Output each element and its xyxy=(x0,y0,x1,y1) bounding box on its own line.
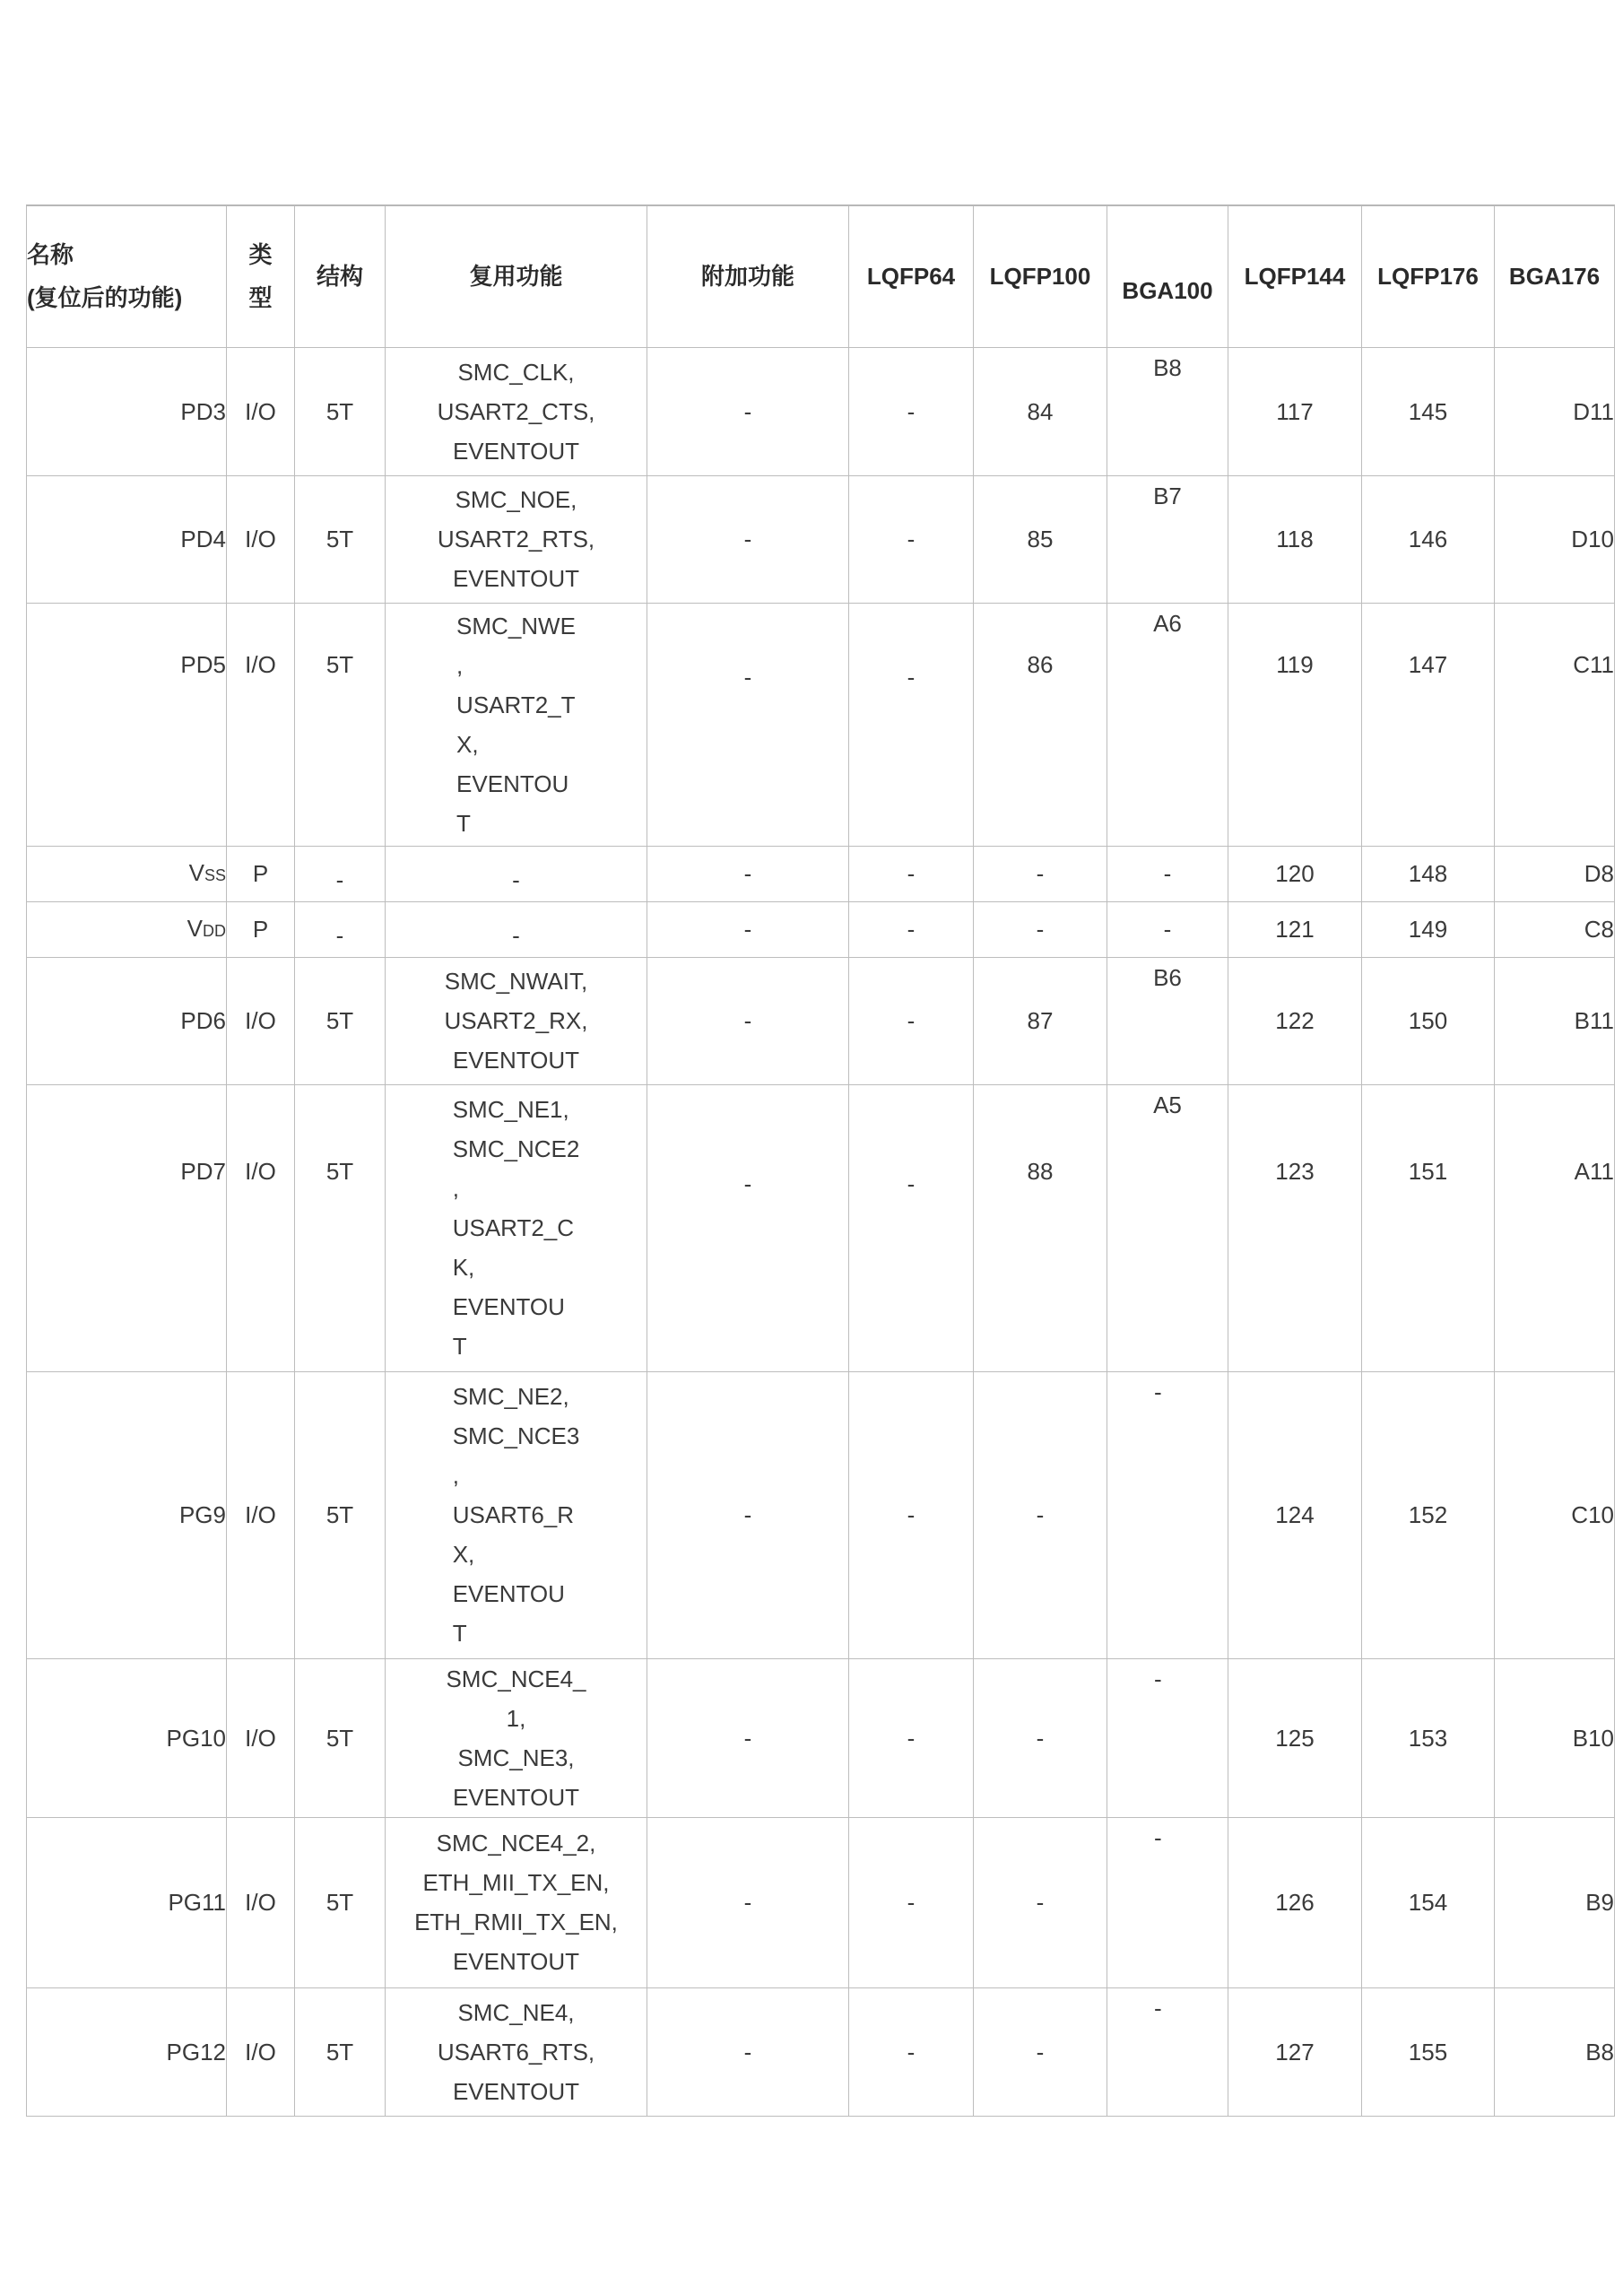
alt-function-text: - xyxy=(512,866,520,893)
table-row xyxy=(27,1371,1615,1658)
lqfp64-pin: - xyxy=(849,1371,974,1658)
pin-type: P xyxy=(227,901,295,957)
lqfp100-pin: 86 xyxy=(974,603,1107,846)
header-structure: 结构 xyxy=(295,205,386,347)
pin-structure: 5T xyxy=(295,1987,386,2116)
lqfp64-pin: - xyxy=(849,957,974,1084)
alt-function-text: SMC_NE1, SMC_NCE2 , USART2_C K, EVENTOU T xyxy=(452,1096,580,1360)
lqfp176-pin: 152 xyxy=(1362,1371,1495,1658)
alt-function-text: SMC_NE4, USART6_RTS, EVENTOUT xyxy=(437,1998,595,2105)
alt-function-cell xyxy=(386,603,647,846)
additional-function: - xyxy=(647,846,849,901)
pin-structure: - xyxy=(295,901,386,957)
header-additional-function: 附加功能 xyxy=(647,205,849,347)
additional-function: - xyxy=(647,1987,849,2116)
pin-name: VSS xyxy=(27,846,227,901)
bga176-pin: B11 xyxy=(1495,957,1615,1084)
pin-structure: 5T xyxy=(295,1371,386,1658)
lqfp144-pin: 119 xyxy=(1228,603,1362,846)
header-name: 名称 (复位后的功能) xyxy=(27,205,227,347)
bga176-pin: D8 xyxy=(1495,846,1615,901)
lqfp64-pin: - xyxy=(849,347,974,475)
alt-function-cell xyxy=(386,347,647,475)
alt-function-cell xyxy=(386,1371,647,1658)
pin-name: PG9 xyxy=(27,1371,227,1658)
bga176-pin: C8 xyxy=(1495,901,1615,957)
bga100-pin: - xyxy=(1107,1817,1228,1987)
table-row xyxy=(27,1987,1615,2116)
header-lqfp100: LQFP100 xyxy=(974,205,1107,347)
header-lqfp64: LQFP64 xyxy=(849,205,974,347)
lqfp176-pin: 151 xyxy=(1362,1084,1495,1371)
lqfp176-pin: 153 xyxy=(1362,1658,1495,1817)
lqfp144-pin: 123 xyxy=(1228,1084,1362,1371)
alt-function-text: SMC_NE2, SMC_NCE3 , USART6_R X, EVENTOU T xyxy=(452,1383,580,1647)
lqfp176-pin: 154 xyxy=(1362,1817,1495,1987)
pin-name: PG10 xyxy=(27,1658,227,1817)
header-lqfp144: LQFP144 xyxy=(1228,205,1362,347)
additional-function: - xyxy=(647,1658,849,1817)
pin-type: P xyxy=(227,846,295,901)
lqfp144-pin: 126 xyxy=(1228,1817,1362,1987)
table-row xyxy=(27,603,1615,846)
bga176-pin: C10 xyxy=(1495,1371,1615,1658)
additional-function: - xyxy=(647,901,849,957)
lqfp176-pin: 150 xyxy=(1362,957,1495,1084)
alt-function-cell xyxy=(386,901,647,957)
pin-type: I/O xyxy=(227,1084,295,1371)
table-row xyxy=(27,1658,1615,1817)
pin-type: I/O xyxy=(227,1658,295,1817)
table-row xyxy=(27,901,1615,957)
alt-function-text: SMC_NOE, USART2_RTS, EVENTOUT xyxy=(437,486,595,592)
additional-function: - xyxy=(647,347,849,475)
pin-structure: 5T xyxy=(295,1817,386,1987)
lqfp144-pin: 127 xyxy=(1228,1987,1362,2116)
bga176-pin: A11 xyxy=(1495,1084,1615,1371)
alt-function-cell xyxy=(386,957,647,1084)
header-type: 类 型 xyxy=(227,205,295,347)
pin-name: PD6 xyxy=(27,957,227,1084)
lqfp144-pin: 122 xyxy=(1228,957,1362,1084)
bga100-pin: - xyxy=(1107,846,1228,901)
bga176-pin: D11 xyxy=(1495,347,1615,475)
additional-function: - xyxy=(647,957,849,1084)
pin-type: I/O xyxy=(227,475,295,603)
alt-function-cell xyxy=(386,1817,647,1987)
lqfp176-pin: 145 xyxy=(1362,347,1495,475)
pin-type: I/O xyxy=(227,1371,295,1658)
lqfp64-pin: - xyxy=(849,846,974,901)
alt-function-text: SMC_NCE4_2, ETH_MII_TX_EN, ETH_RMII_TX_EN, EVENTOUT xyxy=(414,1830,618,1975)
pin-structure: 5T xyxy=(295,603,386,846)
lqfp64-pin: - xyxy=(849,1817,974,1987)
lqfp100-pin: 87 xyxy=(974,957,1107,1084)
pin-name: PD5 xyxy=(27,603,227,846)
pin-type: I/O xyxy=(227,603,295,846)
pin-name: PG12 xyxy=(27,1987,227,2116)
bga100-pin: - xyxy=(1107,1658,1228,1817)
pin-type: I/O xyxy=(227,1987,295,2116)
additional-function: - xyxy=(647,475,849,603)
lqfp64-pin: - xyxy=(849,1084,974,1371)
bga100-pin: - xyxy=(1107,1371,1228,1658)
pin-structure: - xyxy=(295,846,386,901)
alt-function-cell xyxy=(386,1084,647,1371)
bga176-pin: D10 xyxy=(1495,475,1615,603)
lqfp64-pin: - xyxy=(849,1987,974,2116)
lqfp176-pin: 149 xyxy=(1362,901,1495,957)
lqfp64-pin: - xyxy=(849,901,974,957)
alt-function-text: SMC_CLK, USART2_CTS, EVENTOUT xyxy=(437,358,595,465)
alt-function-cell xyxy=(386,846,647,901)
table-row xyxy=(27,957,1615,1084)
lqfp100-pin: - xyxy=(974,901,1107,957)
alt-function-cell xyxy=(386,1658,647,1817)
lqfp176-pin: 148 xyxy=(1362,846,1495,901)
pin-name: VDD xyxy=(27,901,227,957)
pin-structure: 5T xyxy=(295,347,386,475)
lqfp144-pin: 120 xyxy=(1228,846,1362,901)
lqfp100-pin: 85 xyxy=(974,475,1107,603)
lqfp64-pin: - xyxy=(849,1658,974,1817)
bga100-pin: - xyxy=(1107,1987,1228,2116)
additional-function: - xyxy=(647,1084,849,1371)
bga176-pin: B8 xyxy=(1495,1987,1615,2116)
pin-type: I/O xyxy=(227,347,295,475)
lqfp64-pin: - xyxy=(849,475,974,603)
alt-function-text: SMC_NCE4_ 1, SMC_NE3, EVENTOUT xyxy=(446,1665,586,1811)
pin-structure: 5T xyxy=(295,1658,386,1817)
pin-name: PD3 xyxy=(27,347,227,475)
pin-type: I/O xyxy=(227,1817,295,1987)
pin-structure: 5T xyxy=(295,475,386,603)
lqfp176-pin: 147 xyxy=(1362,603,1495,846)
bga100-pin: B6 xyxy=(1107,957,1228,1084)
table-row xyxy=(27,846,1615,901)
bga100-pin: B8 xyxy=(1107,347,1228,475)
pin-structure: 5T xyxy=(295,957,386,1084)
alt-function-text: SMC_NWE , USART2_T X, EVENTOU T xyxy=(456,612,576,837)
lqfp100-pin: - xyxy=(974,1817,1107,1987)
lqfp64-pin: - xyxy=(849,603,974,846)
bga176-pin: C11 xyxy=(1495,603,1615,846)
alt-function-cell xyxy=(386,1987,647,2116)
additional-function: - xyxy=(647,603,849,846)
lqfp100-pin: - xyxy=(974,1658,1107,1817)
bga100-pin: - xyxy=(1107,901,1228,957)
pin-name: PG11 xyxy=(27,1817,227,1987)
pin-definition-table xyxy=(26,204,1615,2117)
lqfp100-pin: 84 xyxy=(974,347,1107,475)
alt-function-cell xyxy=(386,475,647,603)
alt-function-text: - xyxy=(512,922,520,949)
lqfp100-pin: 88 xyxy=(974,1084,1107,1371)
pin-name: PD7 xyxy=(27,1084,227,1371)
lqfp144-pin: 125 xyxy=(1228,1658,1362,1817)
bga100-pin: A5 xyxy=(1107,1084,1228,1371)
bga176-pin: B10 xyxy=(1495,1658,1615,1817)
lqfp176-pin: 155 xyxy=(1362,1987,1495,2116)
bga100-pin: A6 xyxy=(1107,603,1228,846)
table-row xyxy=(27,1084,1615,1371)
lqfp176-pin: 146 xyxy=(1362,475,1495,603)
pin-structure: 5T xyxy=(295,1084,386,1371)
header-row xyxy=(27,205,1615,347)
header-alt-function: 复用功能 xyxy=(386,205,647,347)
pin-type: I/O xyxy=(227,957,295,1084)
header-lqfp176: LQFP176 xyxy=(1362,205,1495,347)
lqfp144-pin: 117 xyxy=(1228,347,1362,475)
table-row xyxy=(27,1817,1615,1987)
additional-function: - xyxy=(647,1371,849,1658)
lqfp100-pin: - xyxy=(974,846,1107,901)
header-bga100: BGA100 xyxy=(1107,205,1228,347)
additional-function: - xyxy=(647,1817,849,1987)
lqfp144-pin: 124 xyxy=(1228,1371,1362,1658)
header-bga176: BGA176 xyxy=(1495,205,1615,347)
bga100-pin: B7 xyxy=(1107,475,1228,603)
lqfp100-pin: - xyxy=(974,1987,1107,2116)
bga176-pin: B9 xyxy=(1495,1817,1615,1987)
alt-function-text: SMC_NWAIT, USART2_RX, EVENTOUT xyxy=(444,968,588,1074)
pin-name: PD4 xyxy=(27,475,227,603)
lqfp144-pin: 118 xyxy=(1228,475,1362,603)
table-row xyxy=(27,475,1615,603)
table-row xyxy=(27,347,1615,475)
lqfp144-pin: 121 xyxy=(1228,901,1362,957)
lqfp100-pin: - xyxy=(974,1371,1107,1658)
